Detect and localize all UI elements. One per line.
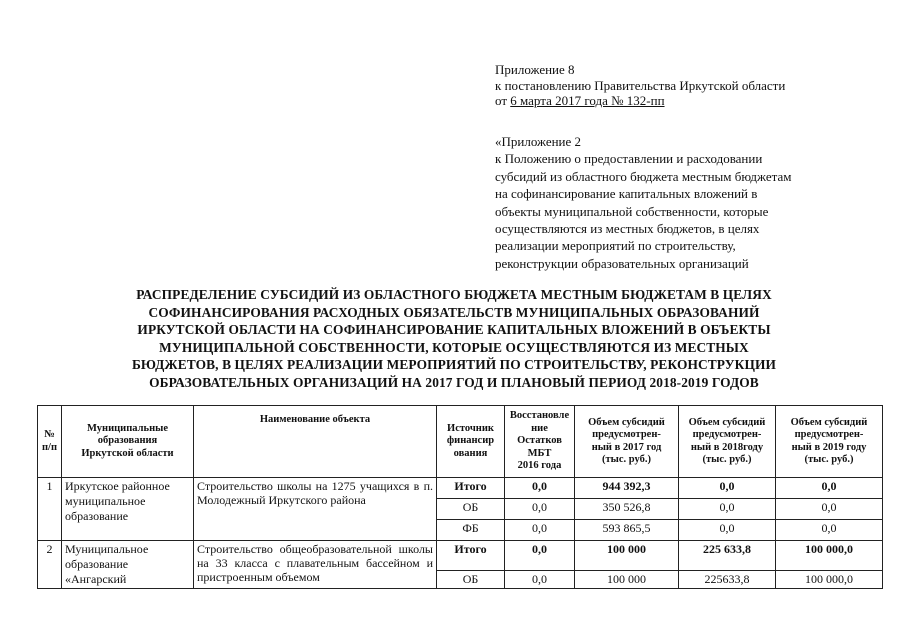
title-line: БЮДЖЕТОВ, В ЦЕЛЯХ РЕАЛИЗАЦИИ МЕРОПРИЯТИЙ ПО СТРОИТЕЛЬСТВУ, РЕКОНСТРУКЦИИ (131, 357, 777, 372)
appendix-date-prefix: от (495, 93, 511, 108)
title-line: РАСПРЕДЕЛЕНИЕ СУБСИДИЙ ИЗ ОБЛАСТНОГО БЮДЖЕТА МЕСТНЫМ БЮДЖЕТАМ В ЦЕЛЯХ (136, 287, 772, 302)
header-text: Остатков (517, 435, 562, 447)
header-num (38, 406, 62, 478)
header-2019 (776, 406, 883, 478)
header-text: (тыс. руб.) (804, 454, 854, 465)
y2017-cell: 100 000 (575, 571, 679, 589)
title-line: МУНИЦИПАЛЬНОЙ СОБСТВЕННОСТИ, КОТОРЫЕ ОСУЩЕСТВЛЯЮТСЯ ИЗ МЕСТНЫХ (159, 339, 749, 355)
y2018-cell: 0,0 (679, 499, 776, 520)
appendix2-line: реализации мероприятий по строительству, (495, 238, 736, 254)
restored-cell: 0,0 (505, 571, 575, 589)
header-object (194, 406, 437, 478)
y2017-cell: 350 526,8 (575, 499, 679, 520)
municipality-cell: Иркутское районное муниципальное образование (62, 478, 194, 541)
header-restored (505, 406, 575, 478)
restored-cell: 0,0 (505, 541, 575, 571)
header-text: ный в 2018году (690, 441, 764, 453)
header-text: № (44, 429, 55, 440)
row-number: 1 (38, 478, 62, 541)
subsidy-table (37, 405, 883, 589)
table-row (38, 541, 883, 571)
header-text: Муниципальные (87, 422, 168, 434)
y2019-cell: 100 000,0 (776, 571, 883, 589)
header-text: Объем субсидий (790, 416, 868, 428)
y2019-cell: 0,0 (776, 520, 883, 541)
title-line: ОБРАЗОВАТЕЛЬНЫХ ОРГАНИЗАЦИЙ НА 2017 ГОД И ПЛАНОВЫЙ ПЕРИОД 2018-2019 ГОДОВ (149, 374, 759, 390)
header-text: ние (531, 422, 548, 434)
y2019-cell: 100 000,0 (776, 541, 883, 571)
appendix2-line: на софинансирование капитальных вложений в (495, 186, 758, 202)
document-title (28, 286, 880, 391)
header-text: ный в 2017 год (591, 441, 662, 453)
source-cell: Итого (437, 541, 505, 571)
header-text: МБТ (527, 447, 552, 459)
source-cell: ОБ (437, 499, 505, 520)
appendix-date: 6 марта 2017 года № 132-пп (510, 93, 665, 108)
appendix2-line: субсидий из областного бюджета местным бюджетам (495, 168, 792, 184)
appendix-date-line (495, 93, 865, 109)
municipality-cell: Муниципальное образование «Ангарский (62, 541, 194, 589)
appendix2-line: «Приложение 2 (495, 134, 582, 149)
y2017-cell: 593 865,5 (575, 520, 679, 541)
restored-cell: 0,0 (505, 520, 575, 541)
source-cell: Итого (437, 478, 505, 499)
row-number: 2 (38, 541, 62, 589)
y2019-cell: 0,0 (776, 478, 883, 499)
table-row (38, 478, 883, 499)
source-cell: ФБ (437, 520, 505, 541)
header-text: (тыс. руб.) (702, 454, 752, 465)
header-text: (тыс. руб.) (602, 454, 651, 465)
restored-cell: 0,0 (505, 499, 575, 520)
source-cell: ОБ (437, 571, 505, 589)
header-text: Восстановле (509, 410, 570, 422)
header-text: Объем субсидий (588, 416, 665, 428)
header-text: Объем субсидий (688, 416, 766, 428)
header-text: предусмотрен- (794, 429, 864, 440)
appendix2-line: реконструкции образовательных организаций (495, 255, 749, 271)
header-text: ный в 2019 году (791, 441, 867, 453)
header-text: Иркутской области (81, 447, 174, 459)
header-municipality (62, 406, 194, 478)
appendix-decree: к постановлению Правительства Иркутской области (495, 77, 786, 93)
appendix-header (495, 62, 865, 109)
header-source (437, 406, 505, 478)
header-text: 2016 года (517, 460, 562, 472)
header-text: Наименование объекта (259, 414, 371, 425)
header-text: п/п (41, 441, 58, 453)
header-2018 (679, 406, 776, 478)
title-line: СОФИНАНСИРОВАНИЯ РАСХОДНЫХ ОБЯЗАТЕЛЬСТВ МУНИЦИПАЛЬНЫХ ОБРАЗОВАНИЙ (148, 304, 760, 320)
restored-cell: 0,0 (505, 478, 575, 499)
appendix-number: Приложение 8 (495, 62, 575, 77)
object-cell: Строительство школы на 1275 учащихся в п. Молодежный Иркутского района (194, 478, 437, 541)
y2019-cell: 0,0 (776, 499, 883, 520)
header-text: ования (453, 447, 488, 459)
y2018-cell: 0,0 (679, 520, 776, 541)
header-text: Источник (447, 422, 494, 434)
header-2017 (575, 406, 679, 478)
appendix2-line: осуществляются из местных бюджетов, в целях (495, 221, 760, 237)
y2018-cell: 225633,8 (679, 571, 776, 589)
appendix2-line: к Положению о предоставлении и расходовании (495, 151, 763, 167)
table-header-row (38, 406, 883, 478)
y2017-cell: 100 000 (575, 541, 679, 571)
y2018-cell: 0,0 (679, 478, 776, 499)
header-text: предусмотрен- (692, 429, 762, 440)
appendix2-block (495, 133, 865, 272)
header-text: финансир (446, 435, 495, 447)
appendix2-line: объекты муниципальной собственности, которые (495, 203, 769, 219)
object-cell: Строительство общеобразовательной школы на 33 класса с плавательным бассейном и пристроенным объемом (194, 541, 437, 589)
title-line: ИРКУТСКОЙ ОБЛАСТИ НА СОФИНАНСИРОВАНИЕ КАПИТАЛЬНЫХ ВЛОЖЕНИЙ В ОБЪЕКТЫ (137, 322, 771, 337)
y2017-cell: 944 392,3 (575, 478, 679, 499)
y2018-cell: 225 633,8 (679, 541, 776, 571)
header-text: предусмотрен- (592, 429, 661, 440)
header-text: образования (97, 435, 158, 447)
